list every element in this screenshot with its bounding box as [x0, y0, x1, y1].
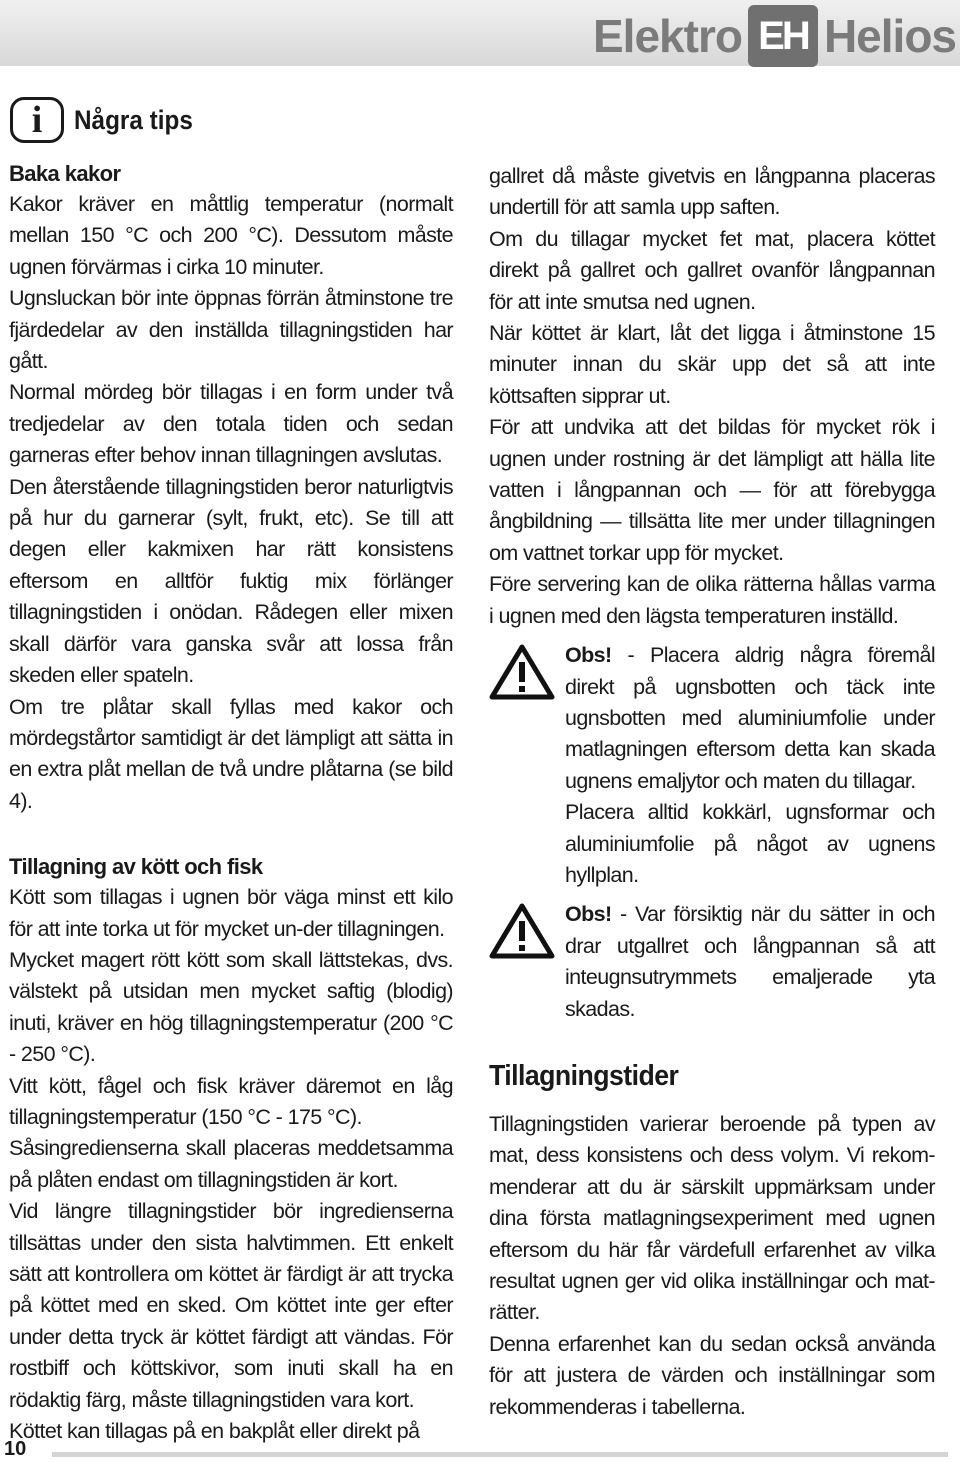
page-number: 10 — [4, 1438, 27, 1460]
warning-label: Obs! — [565, 643, 612, 668]
warning-note — [489, 640, 935, 891]
right-column — [489, 161, 935, 1423]
baking-paragraph: Kakor kräver en måttlig temperatur (normalt mellan 150 °C och 200 °C). Dessutom måste ugnen förvärmas i cirka 10 minuter. — [9, 192, 453, 279]
tips-heading — [10, 94, 206, 146]
warning-text: Placera alltid kokkärl, ugnsformar och aluminiumfolie på något av ugnens hyllplan. — [565, 800, 935, 887]
meat-paragraph: När köttet är klart, låt det ligga i åtminstone 15 minuter innan du skär upp det så att inte köttsaften sipprar ut. — [489, 321, 935, 408]
meat-paragraph: Om du tillagar mycket fet mat, placera köttet direkt på gallret och gallret ovanför långpannan för att inte smutsa ned ugnen. — [489, 226, 935, 314]
brand-name-right: Helios — [823, 10, 956, 62]
baking-paragraph: Normal mördeg bör tillagas i en form under två tredjedelar av den totala tiden och sedan garneras efter behov innan tillagningen avslutas. — [9, 380, 453, 468]
brand-name-left: Elektro — [593, 10, 742, 62]
meat-paragraph: gallret då måste givetvis en långpanna placeras undertill för att samla upp saften. — [489, 164, 935, 220]
meat-paragraph: Vitt kött, fågel och fisk kräver däremot en låg tillagningstemperatur (150 °C - 175 °C). — [9, 1073, 453, 1129]
cooking-times-paragraph: Tillagningstiden varierar beroende på typen av mat, dess konsistens och dess volym. Vi rekom-menderar att du är särskilt uppmärksam under dina första matlagningsexperiment med ugnen eftersom du här får värdefull erfarenhet av vilka resultat ugnen ger vid olika inställningar och mat-rätter. — [489, 1111, 935, 1325]
meat-paragraph: Mycket magert rött kött som skall lättstekas, dvs. välstekt på utsidan men mycket saftig (blodig) inuti, kräver en hög tillagningstemperatur (200 °C - 250 °C). — [9, 947, 453, 1067]
meat-heading: Tillagning av kött och fisk — [9, 854, 263, 880]
warning-note — [489, 899, 935, 1025]
baking-paragraph: Om tre plåtar skall fyllas med kakor och mördegstårtor samtidigt är det lämpligt att sätta in en extra plåt mellan de två undre plåtarna (se bild 4). — [9, 694, 453, 813]
warning-label: Obs! — [565, 902, 612, 927]
warning-text — [565, 640, 935, 797]
warning-body: - Placera aldrig några föremål direkt på ugnsbotten och täck inte ugnsbotten med aluminiumfolie under matlagningen eftersom detta kan skada ugnens emaljytor och maten du tillagar. — [565, 643, 935, 793]
warning-body: - Var försiktig när du sätter in och drar utgallret och långpannan så att inteugnsutrymmets emaljerade yta skadas. — [565, 902, 935, 1021]
brand-logo — [593, 6, 956, 66]
baking-heading: Baka kakor — [9, 161, 121, 186]
warning-triangle-icon — [489, 644, 555, 700]
tips-title: Några tips — [74, 104, 193, 135]
meat-paragraph: Såsingredienserna skall placeras meddetsamma på plåten endast om tillagningstiden är kort. — [9, 1136, 453, 1192]
baking-paragraph: Ugnsluckan bör inte öppnas förrän åtminstone tre fjärdedelar av den inställda tillagningstiden har gått. — [9, 286, 453, 374]
meat-paragraph: För att undvika att det bildas för mycket rök i ugnen under rostning är det lämpligt att hälla lite vatten i långpannan och — för att förebygga ångbildning — tillsätta lite mer under tillagningen om vattnet torkar upp för mycket. — [489, 415, 935, 565]
meat-paragraph: Köttet kan tillagas på en bakplåt eller direkt på — [9, 1419, 420, 1444]
warning-text — [565, 899, 935, 1025]
baking-paragraph: Den återstående tillagningstiden beror naturligtvis på hur du garnerar (sylt, frukt, etc). Se till att degen eller kakmixen har rätt konsistens eftersom en alltför fuktig mix förlänger tillagningstiden i onödan. Rådegen eller mixen skall därför vara ganska svår att lossa från skeden eller spateln. — [9, 474, 453, 688]
cooking-times-paragraph: Denna erfarenhet kan du sedan också använda för att justera de värden och inställningar som rekommenderas i tabellerna. — [489, 1331, 935, 1419]
cooking-times-heading: Tillagningstider — [489, 1059, 679, 1092]
left-column — [9, 158, 453, 1447]
brand-mark: EH — [748, 5, 818, 67]
meat-paragraph: Vid längre tillagningstider bör ingredienserna tillsättas under den sista halvtimmen. Ett enkelt sätt att kontrollera om köttet är färdigt är att trycka på köttet med en sked. Om köttet inte ger efter under detta tryck är köttet färdigt att vändas. För rostbiff och köttskivor, som inuti skall ha en rödaktig färg, måste tillagningstiden vara kort. — [9, 1199, 453, 1412]
meat-paragraph: Kött som tillagas i ugnen bör väga minst ett kilo för att inte torka ut för mycket un-der tillagningen. — [9, 885, 453, 941]
meat-paragraph: Före servering kan de olika rätterna hållas varma i ugnen med den lägsta temperaturen inställd. — [489, 572, 935, 628]
footer-rule — [52, 1452, 948, 1457]
warning-triangle-icon — [489, 903, 555, 959]
info-icon: i — [10, 97, 64, 143]
